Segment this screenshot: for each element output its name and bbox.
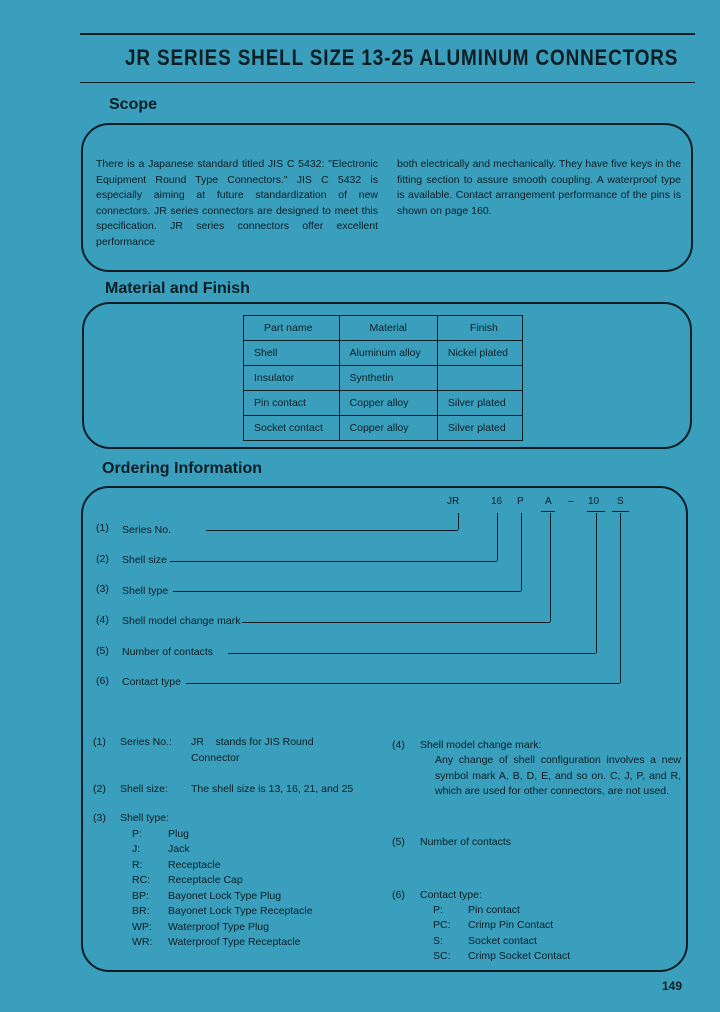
code-shell-type: P [517,496,524,507]
page-number: 149 [662,979,683,993]
connector-line [497,513,498,561]
code-underline [612,511,629,512]
row-label-contacts: Number of contacts [122,646,214,658]
shell-type-desc: Plug [168,828,190,840]
leader-line [186,683,620,684]
row-label-shell-type: Shell type [122,585,169,597]
finish-cell: Silver plated [437,391,522,416]
legend-num: (4) [392,739,405,751]
scope-heading: Scope [109,96,158,113]
shell-type-desc: Bayonet Lock Type Plug [168,890,282,902]
shell-type-desc: Waterproof Type Receptacle [168,936,301,948]
table-row [244,366,523,391]
shell-type-code: BP: [132,890,149,902]
legend-size-label: Shell size: [120,783,168,795]
material-heading: Material and Finish [105,280,250,297]
shell-type-desc: Receptacle [168,859,221,871]
code-underline [541,511,555,512]
connector-line [620,513,621,683]
legend-series-text-2: Connector [191,752,240,764]
legend-type-label: Shell type: [120,812,170,824]
shell-type-code: J: [132,843,141,855]
contact-type-desc: Crimp Pin Contact [468,919,554,931]
legend-series-text: JR stands for JIS Round [191,736,314,748]
header-material: Material [339,316,437,341]
scope-text-col2: both electrically and mechanically. They have five keys in the fitting section to assure smooth coupling. A waterproof type is available. Contact arrangement performance of the pins is shown on page 160. [397,158,681,217]
shell-type-code: BR: [132,905,150,917]
material-table-header [244,316,523,341]
leader-line [206,530,458,531]
row-num: (5) [96,645,109,657]
connector-line [550,513,551,622]
shell-type-desc: Bayonet Lock Type Receptacle [168,905,313,917]
code-change-mark: A [545,496,552,507]
scope-text-col1: There is a Japanese standard titled JIS C 5432: "Electronic Equipment Round Type Connectors." JIS C 5432 is especially aiming at future standardization of new connectors. JR series connectors are designed to meet this specification. JR series connectors offer excellent performance [96,158,378,248]
row-label-series: Series No. [122,524,172,536]
part-name-cell: Socket contact [244,416,340,441]
code-contacts: 10 [588,496,600,507]
code-series: JR [447,496,460,507]
material-cell: Aluminum alloy [339,341,437,366]
shell-type-code: R: [132,859,143,871]
material-cell: Synthetin [339,366,437,391]
connector-line [596,513,597,653]
legend-ctype-label: Contact type: [420,889,482,901]
contact-type-desc: Socket contact [468,935,537,947]
code-underline [587,511,605,512]
shell-type-code: WP: [132,921,152,933]
legend-num: (5) [392,836,405,848]
material-cell: Copper alloy [339,416,437,441]
leader-line [173,591,521,592]
contact-type-code: S: [433,935,443,947]
row-num: (1) [96,522,109,534]
page-title: JR SERIES SHELL SIZE 13-25 ALUMINUM CONNECTORS [125,45,679,70]
contact-type-code: SC: [433,950,451,962]
leader-line [242,622,550,623]
header-finish: Finish [437,316,522,341]
leader-line [228,653,596,654]
row-label-contact-type: Contact type [122,676,181,688]
connector-line [521,513,522,591]
part-name-cell: Insulator [244,366,340,391]
material-table [243,315,523,441]
row-num: (6) [96,675,109,687]
title-bottom-rule [80,82,695,83]
shell-type-desc: Waterproof Type Plug [168,921,269,933]
leader-line [170,561,497,562]
row-label-shell-size: Shell size [122,554,167,566]
part-name-cell: Shell [244,341,340,366]
connector-line [458,513,459,530]
row-num: (4) [96,614,109,626]
shell-type-desc: Receptacle Cap [168,874,243,886]
legend-change-label: Shell model change mark: [420,739,542,751]
header-part-name: Part name [244,316,340,341]
row-num: (3) [96,583,109,595]
code-contact-type: S [617,496,624,507]
table-row [244,341,523,366]
legend-size-text: The shell size is 13, 16, 21, and 25 [191,783,354,795]
finish-cell: Silver plated [437,416,522,441]
legend-num: (6) [392,889,405,901]
shell-type-code: RC: [132,874,151,886]
code-shell-size: 16 [491,496,503,507]
shell-type-desc: Jack [168,843,190,855]
ordering-heading: Ordering Information [102,460,262,477]
legend-num: (2) [93,783,106,795]
finish-cell [437,366,522,391]
finish-cell: Nickel plated [437,341,522,366]
part-name-cell: Pin contact [244,391,340,416]
row-label-change-mark: Shell model change mark [122,615,241,627]
contact-type-desc: Crimp Socket Contact [468,950,571,962]
table-row [244,416,523,441]
legend-num: (3) [93,812,106,824]
table-row [244,391,523,416]
contact-type-desc: Pin contact [468,904,520,916]
legend-num: (1) [93,736,106,748]
shell-type-code: P: [132,828,142,840]
title-top-rule [80,33,695,35]
legend-contacts-label: Number of contacts [420,836,512,848]
contact-type-code: P: [433,904,443,916]
material-cell: Copper alloy [339,391,437,416]
shell-type-code: WR: [132,936,153,948]
legend-change-text: Any change of shell configuration involves a new symbol mark A, B, D, E, and so on. C, J, P, and R, which are used for other connectors, are not used. [435,754,681,797]
legend-series-label: Series No.: [120,736,172,748]
contact-type-code: PC: [433,919,451,931]
row-num: (2) [96,553,109,565]
code-dash: – [568,496,574,507]
